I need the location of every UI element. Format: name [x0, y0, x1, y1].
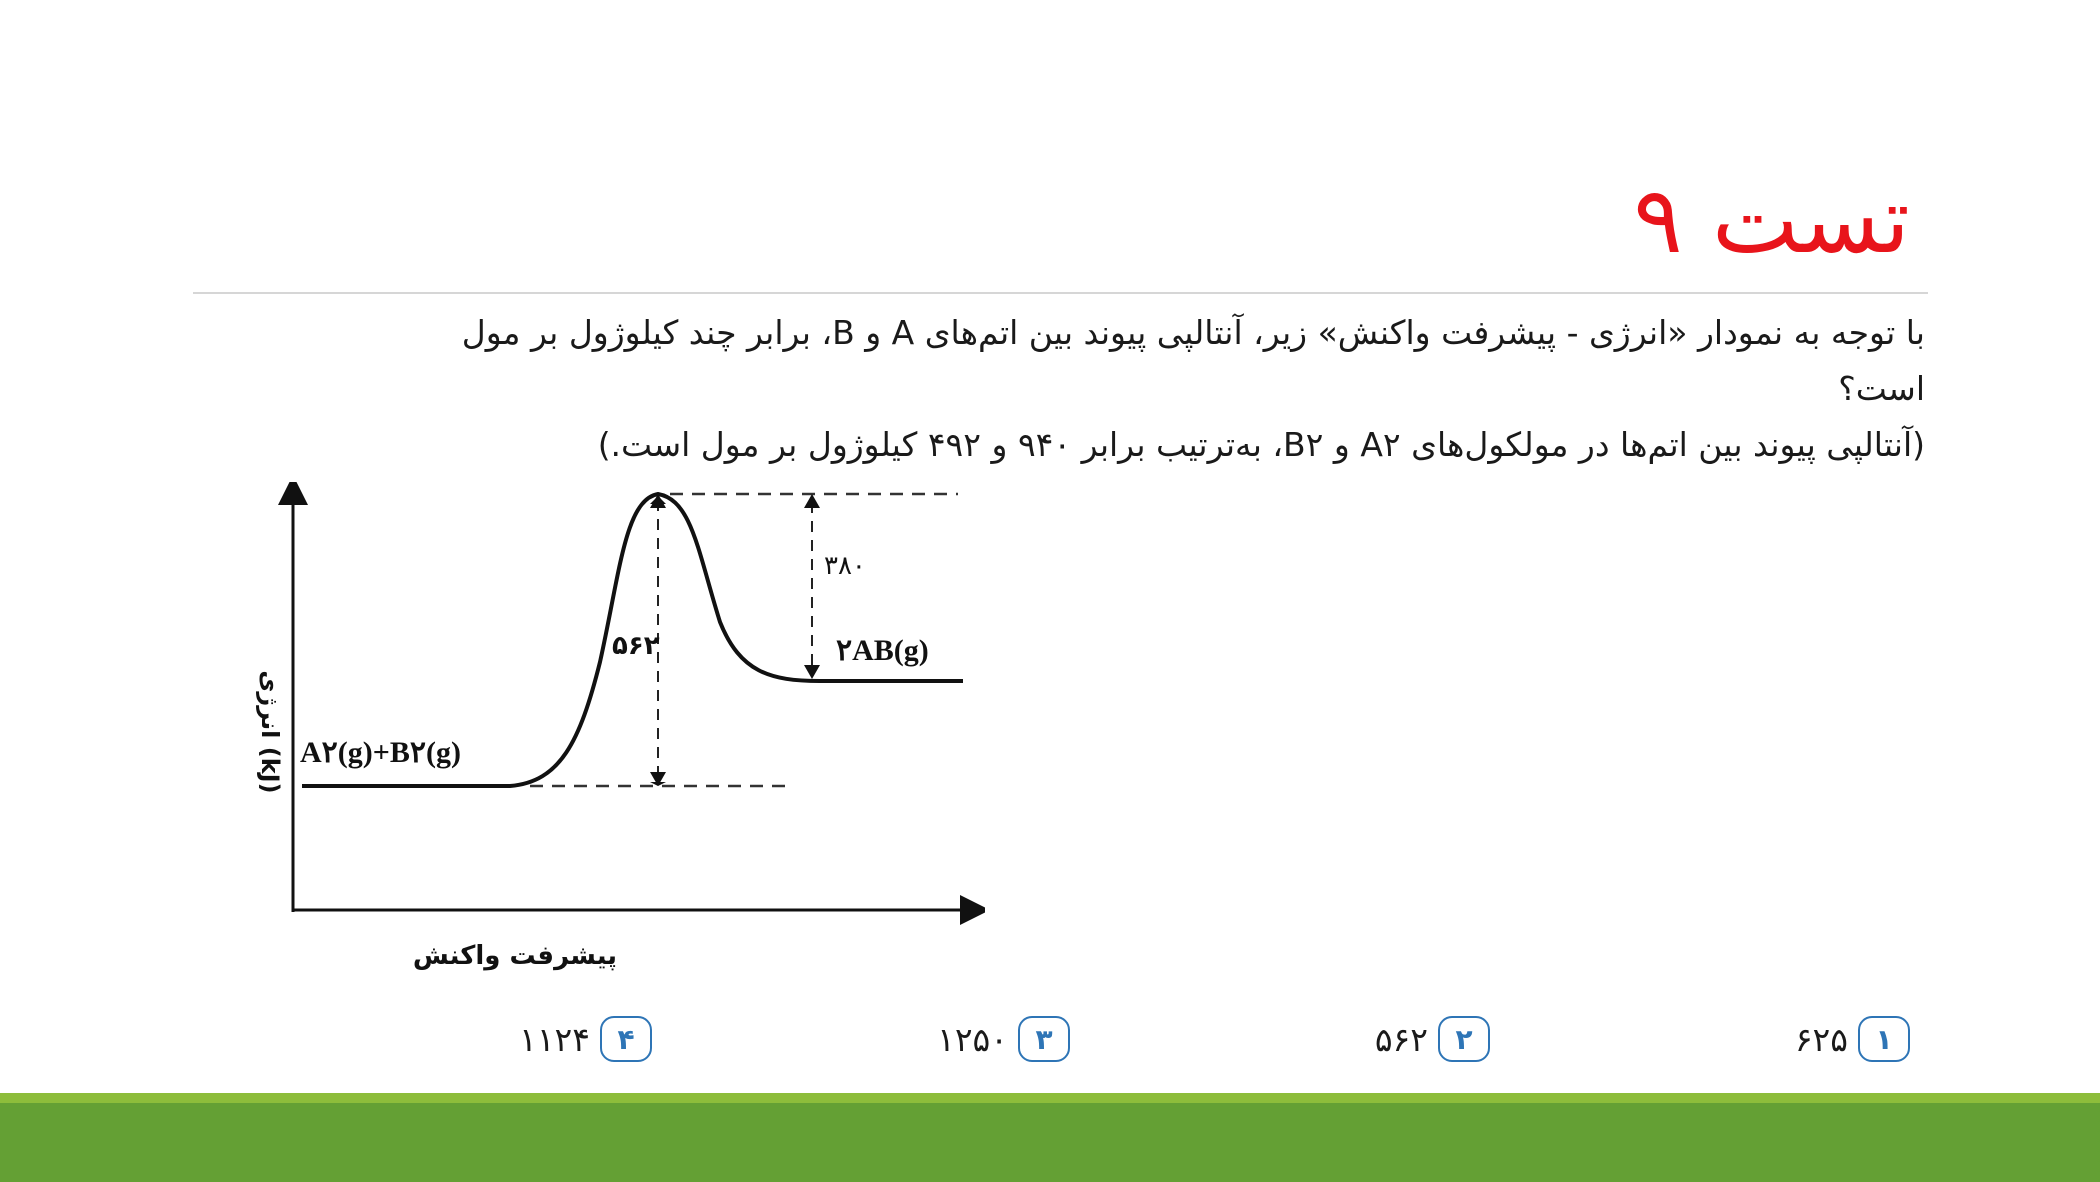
choice-2-value: ۵۶۲	[1374, 1019, 1428, 1059]
energy-diagram	[230, 482, 985, 987]
question-line-1: با توجه به نمودار «انرژی - پیشرفت واکنش» زیر، آنتالپی پیوند بین اتم‌های A و B، برابر چند کیلوژول بر مول	[461, 313, 1925, 352]
footer-bar	[0, 1103, 2100, 1182]
question-text	[285, 305, 1925, 473]
choice-4[interactable]	[519, 1010, 652, 1068]
footer-accent-bar	[0, 1093, 2100, 1103]
choice-1-badge: ۱	[1858, 1016, 1910, 1062]
question-line-2: است؟	[1838, 369, 1925, 408]
reverse-barrier-label: ۳۸۰	[824, 551, 866, 581]
choice-2-badge: ۲	[1438, 1016, 1490, 1062]
choice-3-value: ۱۲۵۰	[937, 1019, 1008, 1059]
choice-4-value: ۱۱۲۴	[519, 1019, 590, 1059]
activation-energy-label: ۵۶۲	[612, 631, 660, 661]
slide-title: تست ۹	[1633, 167, 1910, 274]
reactants-label: A۲(g)+B۲(g)	[300, 736, 461, 769]
choice-3[interactable]	[937, 1010, 1070, 1068]
choice-2[interactable]	[1375, 1010, 1490, 1068]
y-axis-label: انرژی (kJ)	[256, 670, 284, 794]
choice-1-value: ۶۲۵	[1794, 1019, 1848, 1059]
title-divider	[193, 292, 1928, 294]
x-axis-label: پیشرفت واکنش	[412, 941, 618, 971]
choice-3-badge: ۳	[1018, 1016, 1070, 1062]
answer-choices	[0, 1010, 2100, 1070]
choice-1[interactable]	[1795, 1010, 1910, 1068]
choice-4-badge: ۴	[600, 1016, 652, 1062]
question-line-3: (آنتالپی پیوند بین اتم‌ها در مولکول‌های A۲ و B۲، به‌ترتیب برابر ۹۴۰ و ۴۹۲ کیلوژول بر مول است.)	[597, 425, 1925, 464]
products-label: ۲AB(g)	[836, 634, 929, 667]
